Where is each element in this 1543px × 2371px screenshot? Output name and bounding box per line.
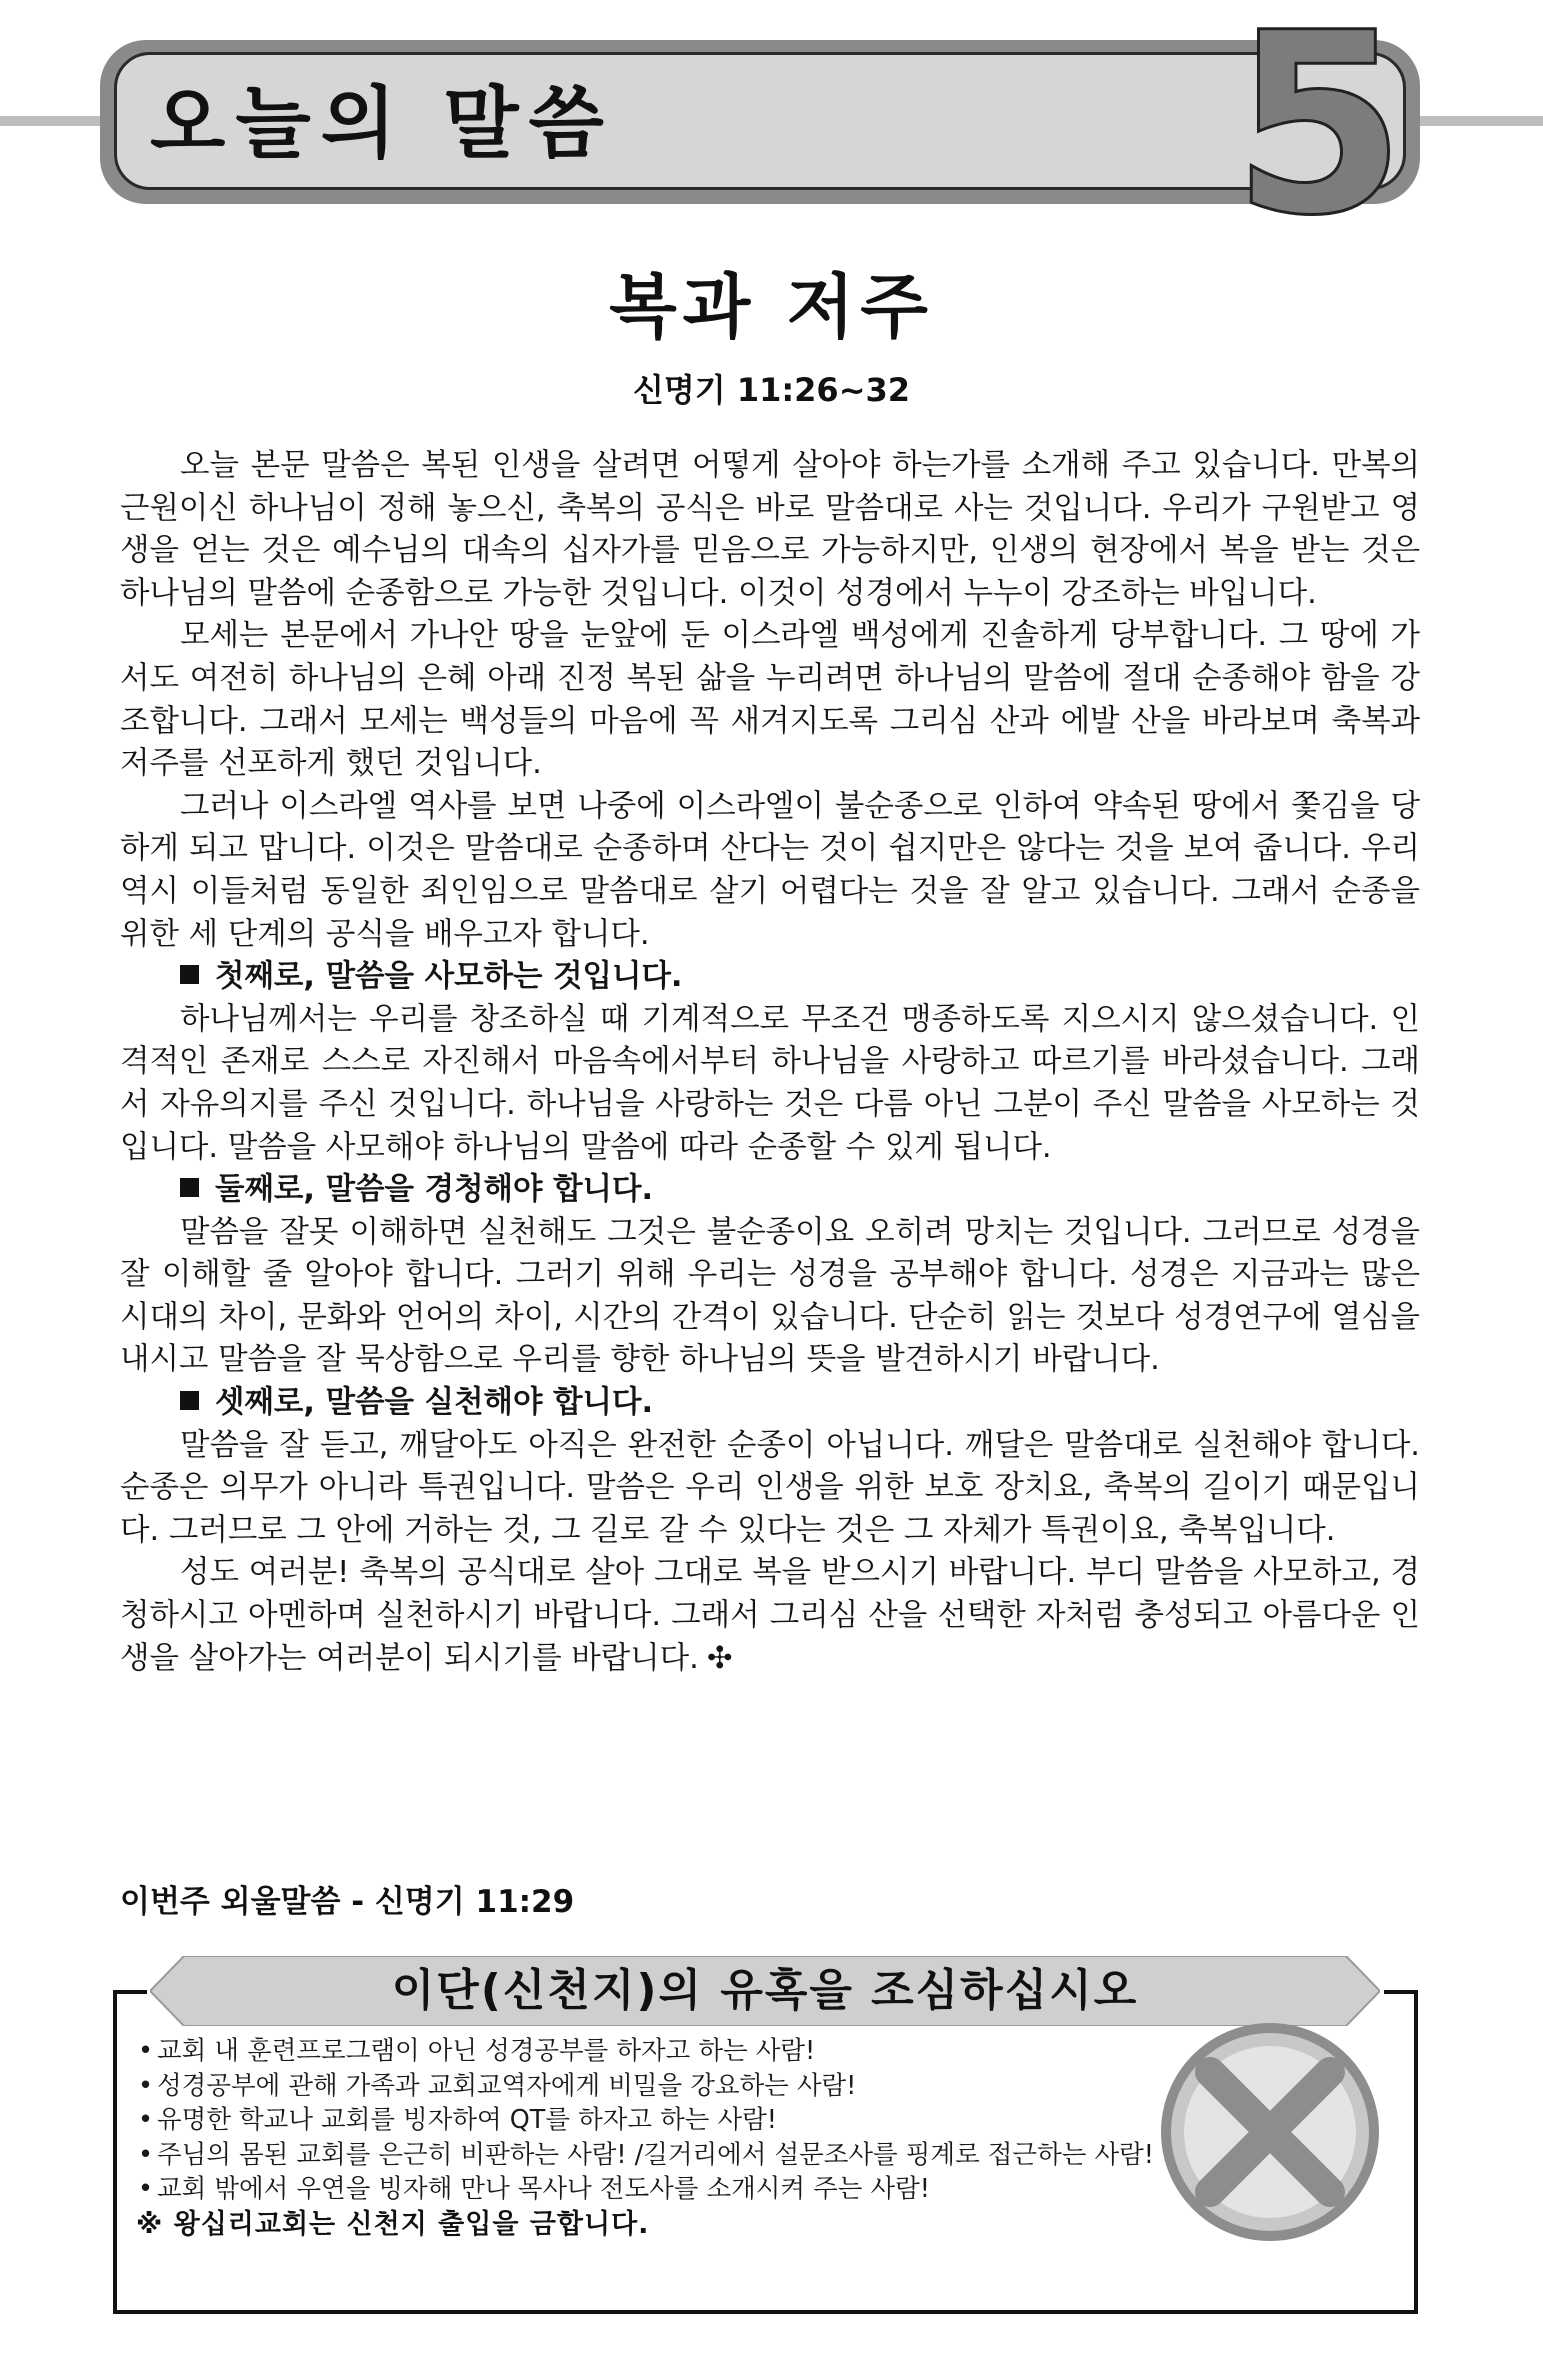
paragraph: 모세는 본문에서 가나안 땅을 눈앞에 둔 이스라엘 백성에게 진솔하게 당부합니다. 그 땅에 가서도 여전히 하나님의 은혜 아래 진정 복된 삶을 누리려면 하나님의 말씀에 절대 순종해야 함을 강조합니다. 그래서 모세는 백성들의 마음에 꼭 새겨지도록 그리심 산과 에발 산을 바라보며 축복과 저주를 선포하게 했던 것입니다. [120,618,1420,782]
point-heading-2 [120,1169,1420,1212]
scripture-reference: 신명기 11:26~32 [632,371,911,409]
point-heading-3 [120,1382,1420,1425]
end-mark-icon: ✣ [706,1640,733,1676]
paragraph: 하나님께서는 우리를 창조하실 때 기계적으로 무조건 맹종하도록 지으시지 않으셨습니다. 인격적인 존재로 스스로 자진해서 마음속에서부터 하나님을 사랑하고 따르기를 바라셨습니다. 그래서 자유의지를 주신 것입니다. 하나님을 사랑하는 것은 다름 아닌 그분이 주신 말씀을 사모하는 것입니다. 말씀을 사모해야 하나님의 말씀에 따라 순종할 수 있게 됩니다. [120,1001,1420,1165]
warning-title: 이단(신천지)의 유혹을 조심하십시오 [391,1965,1139,2016]
point-heading-text: 첫째로, 말씀을 사모하는 것입니다. [215,959,683,995]
list-item: • 성경공부에 관해 가족과 교회교역자에게 비밀을 강요하는 사람! [138,2069,1398,2104]
warning-box-corner [1384,1990,1418,1994]
section-title: 오늘의 말씀 [150,79,614,169]
list-item: • 교회 내 훈련프로그램이 아닌 성경공부를 하자고 하는 사람! [138,2034,1398,2069]
square-bullet-icon [180,965,199,984]
memory-verse: 이번주 외울말씀 - 신명기 11:29 [120,1884,575,1920]
paragraph: 말씀을 잘못 이해하면 실천해도 그것은 불순종이요 오히려 망치는 것입니다. 그러므로 성경을 잘 이해할 줄 알아야 합니다. 그러기 위해 우리는 성경을 공부해야 합니다. 성경은 지금과는 많은 시대의 차이, 문화와 언어의 차이, 시간의 간격이 있습니다. 단순히 읽는 것보다 성경연구에 열심을 내시고 말씀을 잘 묵상함으로 우리를 향한 하나님의 뜻을 발견하시기 바랍니다. [120,1214,1420,1378]
warning-box-corner [113,1990,147,1994]
square-bullet-icon [180,1391,199,1410]
section-number: 5 [1232,0,1406,270]
point-heading-1 [120,956,1420,999]
closing-paragraph [120,1552,1420,1680]
point-heading-text: 셋째로, 말씀을 실천해야 합니다. [215,1385,654,1421]
paragraph: 그러나 이스라엘 역사를 보면 나중에 이스라엘이 불순종으로 인하여 약속된 땅에서 쫓김을 당하게 되고 맙니다. 이것은 말씀대로 순종하며 산다는 것이 쉽지만은 않다는 것을 보여 줍니다. 우리 역시 이들처럼 동일한 죄인임으로 말씀대로 살기 어렵다는 것을 잘 알고 있습니다. 그래서 순종을 위한 세 단계의 공식을 배우고자 합니다. [120,788,1420,952]
warning-note: ※ 왕십리교회는 신천지 출입을 금합니다. [136,2209,650,2240]
point-heading-text: 둘째로, 말씀을 경청해야 합니다. [215,1172,654,1208]
list-item: • 교회 밖에서 우연을 빙자해 만나 목사나 전도사를 소개시켜 주는 사람! [138,2172,1398,2207]
square-bullet-icon [180,1178,199,1197]
paragraph: 말씀을 잘 듣고, 깨달아도 아직은 완전한 순종이 아닙니다. 깨달은 말씀대로 실천해야 합니다. 순종은 의무가 아니라 특권입니다. 말씀은 우리 인생을 위한 보호 장치요, 축복의 길이기 때문입니다. 그러므로 그 안에 거하는 것, 그 길로 갈 수 있다는 것은 그 자체가 특권이요, 축복입니다. [120,1427,1420,1548]
warning-box-corner [1414,1990,1418,2014]
list-item: • 유명한 학교나 교회를 빙자하여 QT를 하자고 하는 사람! [138,2103,1398,2138]
warning-box-corner [113,1990,117,2014]
closing-text: 성도 여러분! 축복의 공식대로 살아 그대로 복을 받으시기 바랍니다. 부디 말씀을 사모하고, 경청하시고 아멘하며 실천하시기 바랍니다. 그래서 그리심 산을 선택한 자처럼 충성되고 아름다운 인생을 살아가는 여러분이 되시기를 바랍니다. [120,1555,1420,1676]
paragraph: 오늘 본문 말씀은 복된 인생을 살려면 어떻게 살아야 하는가를 소개해 주고 있습니다. 만복의 근원이신 하나님이 정해 놓으신, 축복의 공식은 바로 말씀대로 사는 것입니다. 우리가 구원받고 영생을 얻는 것은 예수님의 대속의 십자가를 믿음으로 가능하지만, 인생의 현장에서 복을 받는 것은 하나님의 말씀에 순종함으로 가능한 것입니다. 이것이 성경에서 누누이 강조하는 바입니다. [120,448,1420,611]
list-item: • 주님의 몸된 교회를 은근히 비판하는 사람! /길거리에서 설문조사를 핑계로 접근하는 사람! [138,2138,1398,2173]
sermon-title: 복과 저주 [609,266,934,348]
warning-list [138,2034,1398,2207]
sermon-body [120,445,1420,1680]
